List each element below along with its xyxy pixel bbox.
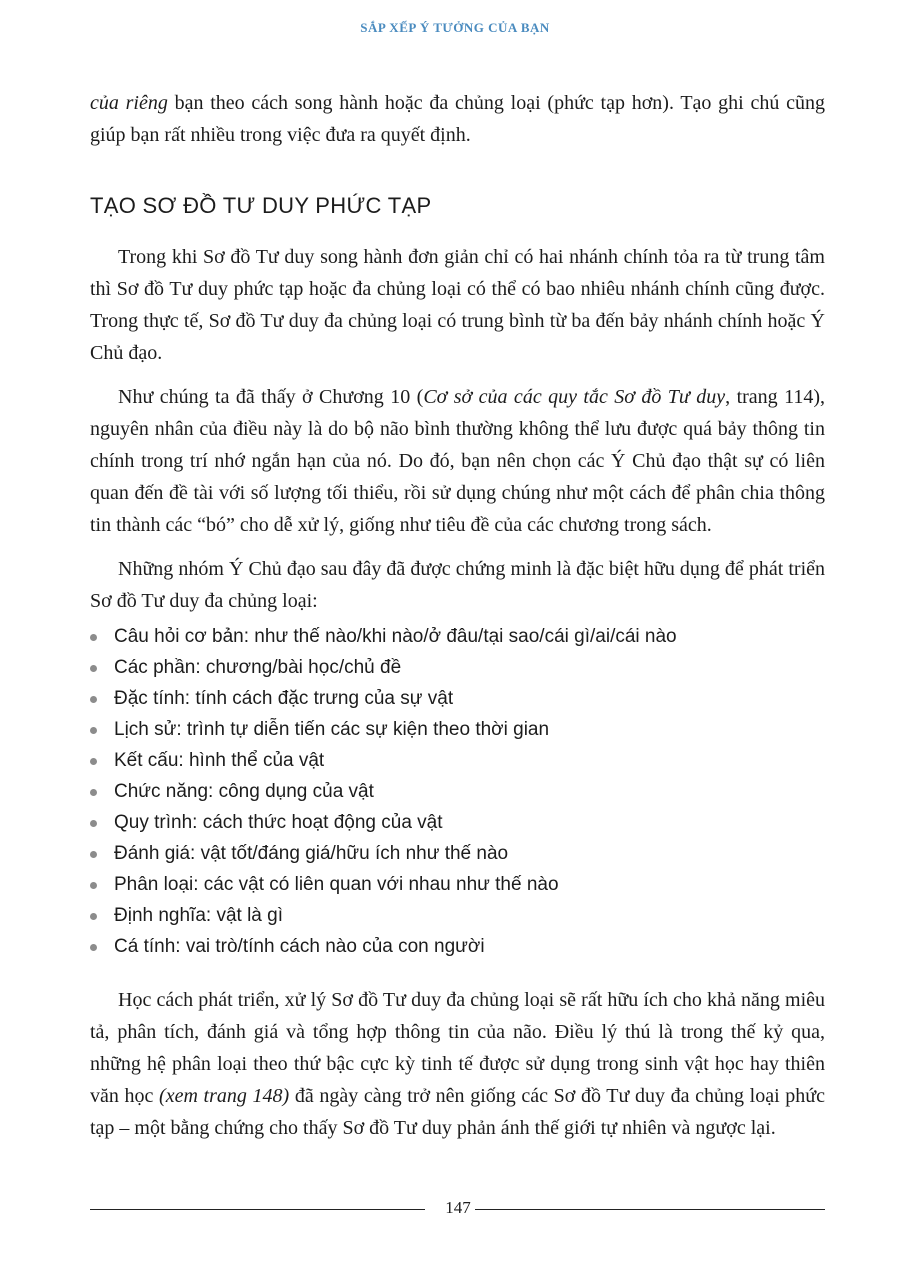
- list-item-text: Lịch sử: trình tự diễn tiến các sự kiện theo thời gian: [114, 719, 550, 740]
- bullet-dot-icon: [90, 882, 97, 889]
- bullet-dot-icon: [90, 820, 97, 827]
- paragraph-4-italic: (xem trang 148): [159, 1085, 290, 1107]
- bullet-dot-icon: [90, 944, 97, 951]
- list-item-text: Chức năng: công dụng của vật: [114, 781, 374, 802]
- bullet-dot-icon: [90, 789, 97, 796]
- paragraph-2-before: Như chúng ta đã thấy ở Chương 10 (: [118, 386, 424, 408]
- list-item: [90, 900, 825, 931]
- paragraph-2-after: , trang 114), nguyên nhân của điều này là do bộ não bình thường không thể lưu được quá bảy thông tin chính trong trí nhớ ngắn hạn của nó. Do đó, bạn nên chọn các Ý Chủ đạo thật sự có liên quan đến đề tài với số lượng tối thiểu, rồi sử dụng chúng như một cách để phân chia thông tin thành các “bó” cho dễ xử lý, giống như tiêu đề của các chương trong sách.: [90, 386, 826, 536]
- list-item-text: Đánh giá: vật tốt/đáng giá/hữu ích như thế nào: [114, 843, 509, 864]
- bullet-dot-icon: [90, 758, 97, 765]
- paragraph-4-before: Học cách phát triển, xử lý Sơ đồ Tư duy đa chủng loại sẽ rất hữu ích cho khả năng miêu tả, phân tích, đánh giá và tổng hợp thông tin của não. Điều lý thú là trong thế kỷ qua, những hệ phân loại theo thứ bậc cực kỳ tinh tế được sử dụng trong sinh vật học hay thiên văn học: [90, 989, 825, 1107]
- bullet-dot-icon: [90, 696, 97, 703]
- bullet-dot-icon: [90, 913, 97, 920]
- list-item: [90, 745, 825, 776]
- list-item: [90, 683, 825, 714]
- paragraph-1: Trong khi Sơ đồ Tư duy song hành đơn giản chỉ có hai nhánh chính tỏa ra từ trung tâm thì Sơ đồ Tư duy phức tạp hoặc đa chủng loại có thể có bao nhiêu nhánh chính cũng được. Trong thực tế, Sơ đồ Tư duy đa chủng loại có trung bình từ ba đến bảy nhánh chính hoặc Ý Chủ đạo.: [90, 246, 825, 364]
- list-item: [90, 621, 825, 652]
- intro-paragraph: [90, 87, 825, 151]
- bullet-dot-icon: [90, 634, 97, 641]
- list-item: [90, 931, 825, 962]
- paragraph-4: [90, 984, 825, 1144]
- list-item: [90, 838, 825, 869]
- page-footer: [90, 1198, 825, 1218]
- list-item: [90, 869, 825, 900]
- footer-rule-right: [475, 1209, 825, 1210]
- list-item: [90, 776, 825, 807]
- list-item-text: Đặc tính: tính cách đặc trưng của sự vật: [114, 688, 454, 709]
- bullet-dot-icon: [90, 665, 97, 672]
- list-item-text: Quy trình: cách thức hoạt động của vật: [114, 812, 443, 833]
- intro-italic: của riêng: [90, 92, 168, 114]
- paragraph-2-italic: Cơ sở của các quy tắc Sơ đồ Tư duy: [423, 386, 726, 408]
- list-item: [90, 807, 825, 838]
- paragraph-3: Những nhóm Ý Chủ đạo sau đây đã được chứng minh là đặc biệt hữu dụng để phát triển Sơ đồ Tư duy đa chủng loại:: [90, 558, 825, 612]
- intro-text: bạn theo cách song hành hoặc đa chủng loại (phức tạp hơn). Tạo ghi chú cũng giúp bạn rất nhiều trong việc đưa ra quyết định.: [90, 92, 825, 146]
- section-heading: TẠO SƠ ĐỒ TƯ DUY PHỨC TẠP: [90, 193, 432, 218]
- bullet-dot-icon: [90, 727, 97, 734]
- running-head: SẮP XẾP Ý TƯỞNG CỦA BẠN: [360, 20, 550, 35]
- list-item-text: Kết cấu: hình thể của vật: [114, 750, 325, 771]
- paragraph-2: [90, 381, 825, 541]
- list-item-text: Các phần: chương/bài học/chủ đề: [114, 657, 402, 678]
- category-list: [90, 621, 825, 962]
- list-item-text: Cá tính: vai trò/tính cách nào của con người: [114, 936, 485, 957]
- list-item-text: Phân loại: các vật có liên quan với nhau như thế nào: [114, 874, 559, 895]
- list-item-text: Câu hỏi cơ bản: như thế nào/khi nào/ở đâu/tại sao/cái gì/ai/cái nào: [114, 626, 677, 647]
- page-body: [90, 87, 825, 1144]
- footer-rule-left: [90, 1209, 425, 1210]
- bullet-dot-icon: [90, 851, 97, 858]
- paragraph-4-after: đã ngày càng trở nên giống các Sơ đồ Tư duy đa chủng loại phức tạp – một bằng chứng cho thấy Sơ đồ Tư duy phản ánh thế giới tự nhiên và ngược lại.: [90, 1085, 825, 1139]
- page-number: 147: [445, 1198, 471, 1217]
- list-item: [90, 652, 825, 683]
- list-item: [90, 714, 825, 745]
- list-item-text: Định nghĩa: vật là gì: [114, 905, 283, 926]
